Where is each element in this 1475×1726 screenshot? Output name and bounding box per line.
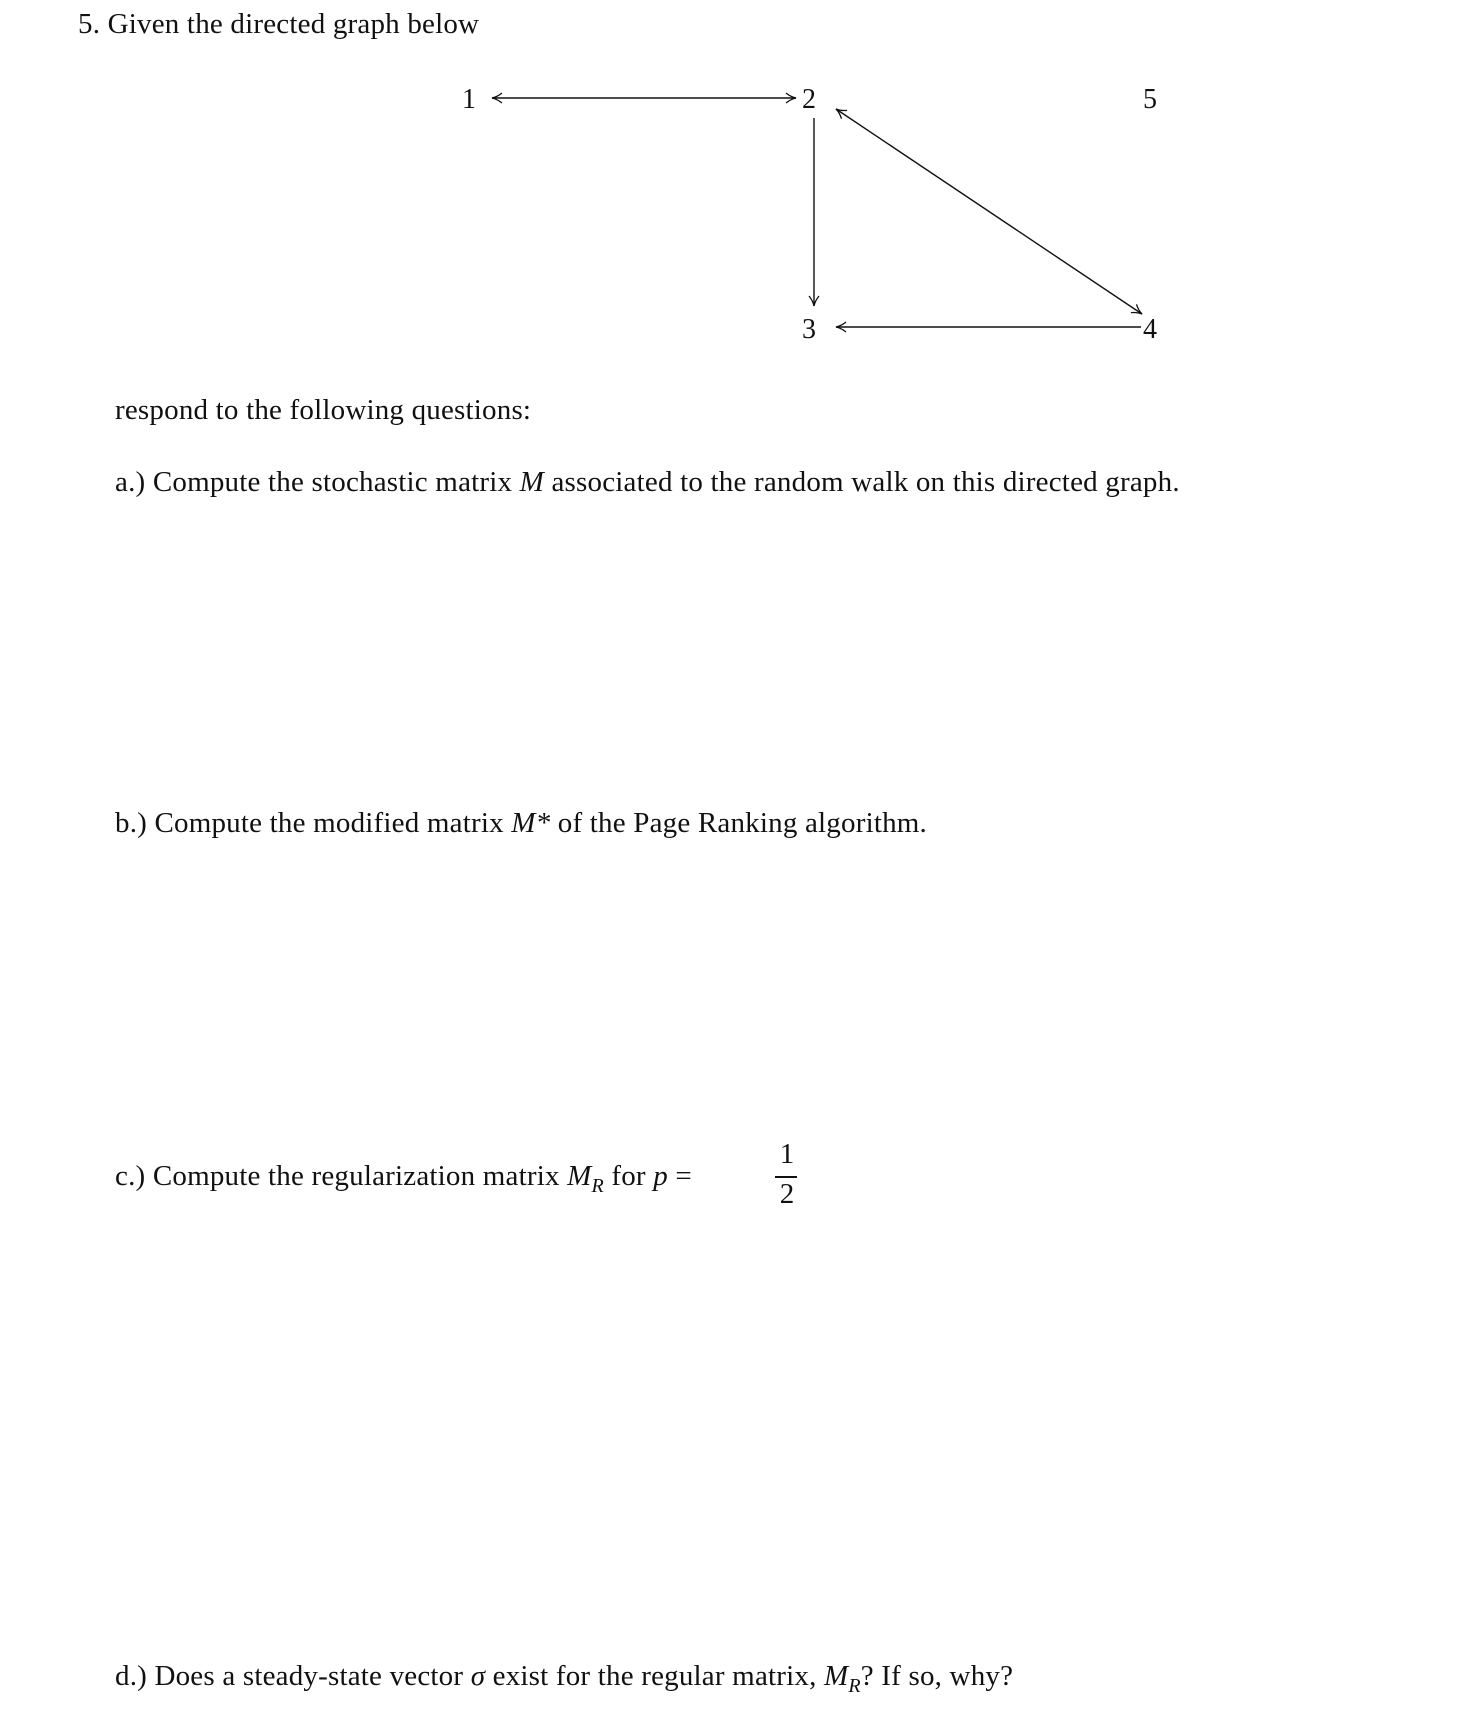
fraction-denominator: 2 [779,1178,795,1210]
fraction-numerator: 1 [779,1138,795,1170]
question-d-label: d.) [115,1660,148,1692]
question-a-symbol: M [519,466,545,498]
question-c-eq: = [675,1160,692,1192]
node-1: 1 [462,84,476,115]
question-a-pre: Compute the stochastic matrix [152,466,513,498]
question-d [115,1660,1013,1698]
question-a-label: a.) [115,466,146,498]
directed-graph [0,0,1475,380]
question-b-symbol: M* [511,807,551,839]
node-3: 3 [802,314,816,345]
question-c-subscript: R [591,1174,604,1197]
question-b [115,807,927,840]
question-d-symbol2: M [824,1660,849,1692]
question-d-mid: exist for the regular matrix, [492,1660,817,1692]
question-c [115,1160,692,1198]
question-d-symbol: σ [470,1660,486,1692]
question-a-post: associated to the random walk on this directed graph. [551,466,1180,498]
edge-4-2 [836,109,1142,314]
question-c-label: c.) [115,1160,146,1192]
question-a [115,466,1180,499]
question-c-pre: Compute the regularization matrix [152,1160,560,1192]
question-c-var: p [653,1160,668,1192]
node-4: 4 [1143,314,1157,345]
respond-text: respond to the following questions: [115,394,532,426]
node-2: 2 [802,84,816,115]
question-b-pre: Compute the modified matrix [154,807,504,839]
question-d-subscript: R [848,1674,861,1697]
node-5: 5 [1143,84,1157,115]
question-d-pre: Does a steady-state vector [154,1660,464,1692]
question-b-label: b.) [115,807,148,839]
problem-number: 5. [78,8,101,40]
question-c-mid: for [611,1160,646,1192]
question-d-post: ? If so, why? [860,1660,1014,1692]
problem-intro: Given the directed graph below [107,8,480,40]
question-c-symbol: M [567,1160,592,1192]
question-b-post: of the Page Ranking algorithm. [557,807,927,839]
